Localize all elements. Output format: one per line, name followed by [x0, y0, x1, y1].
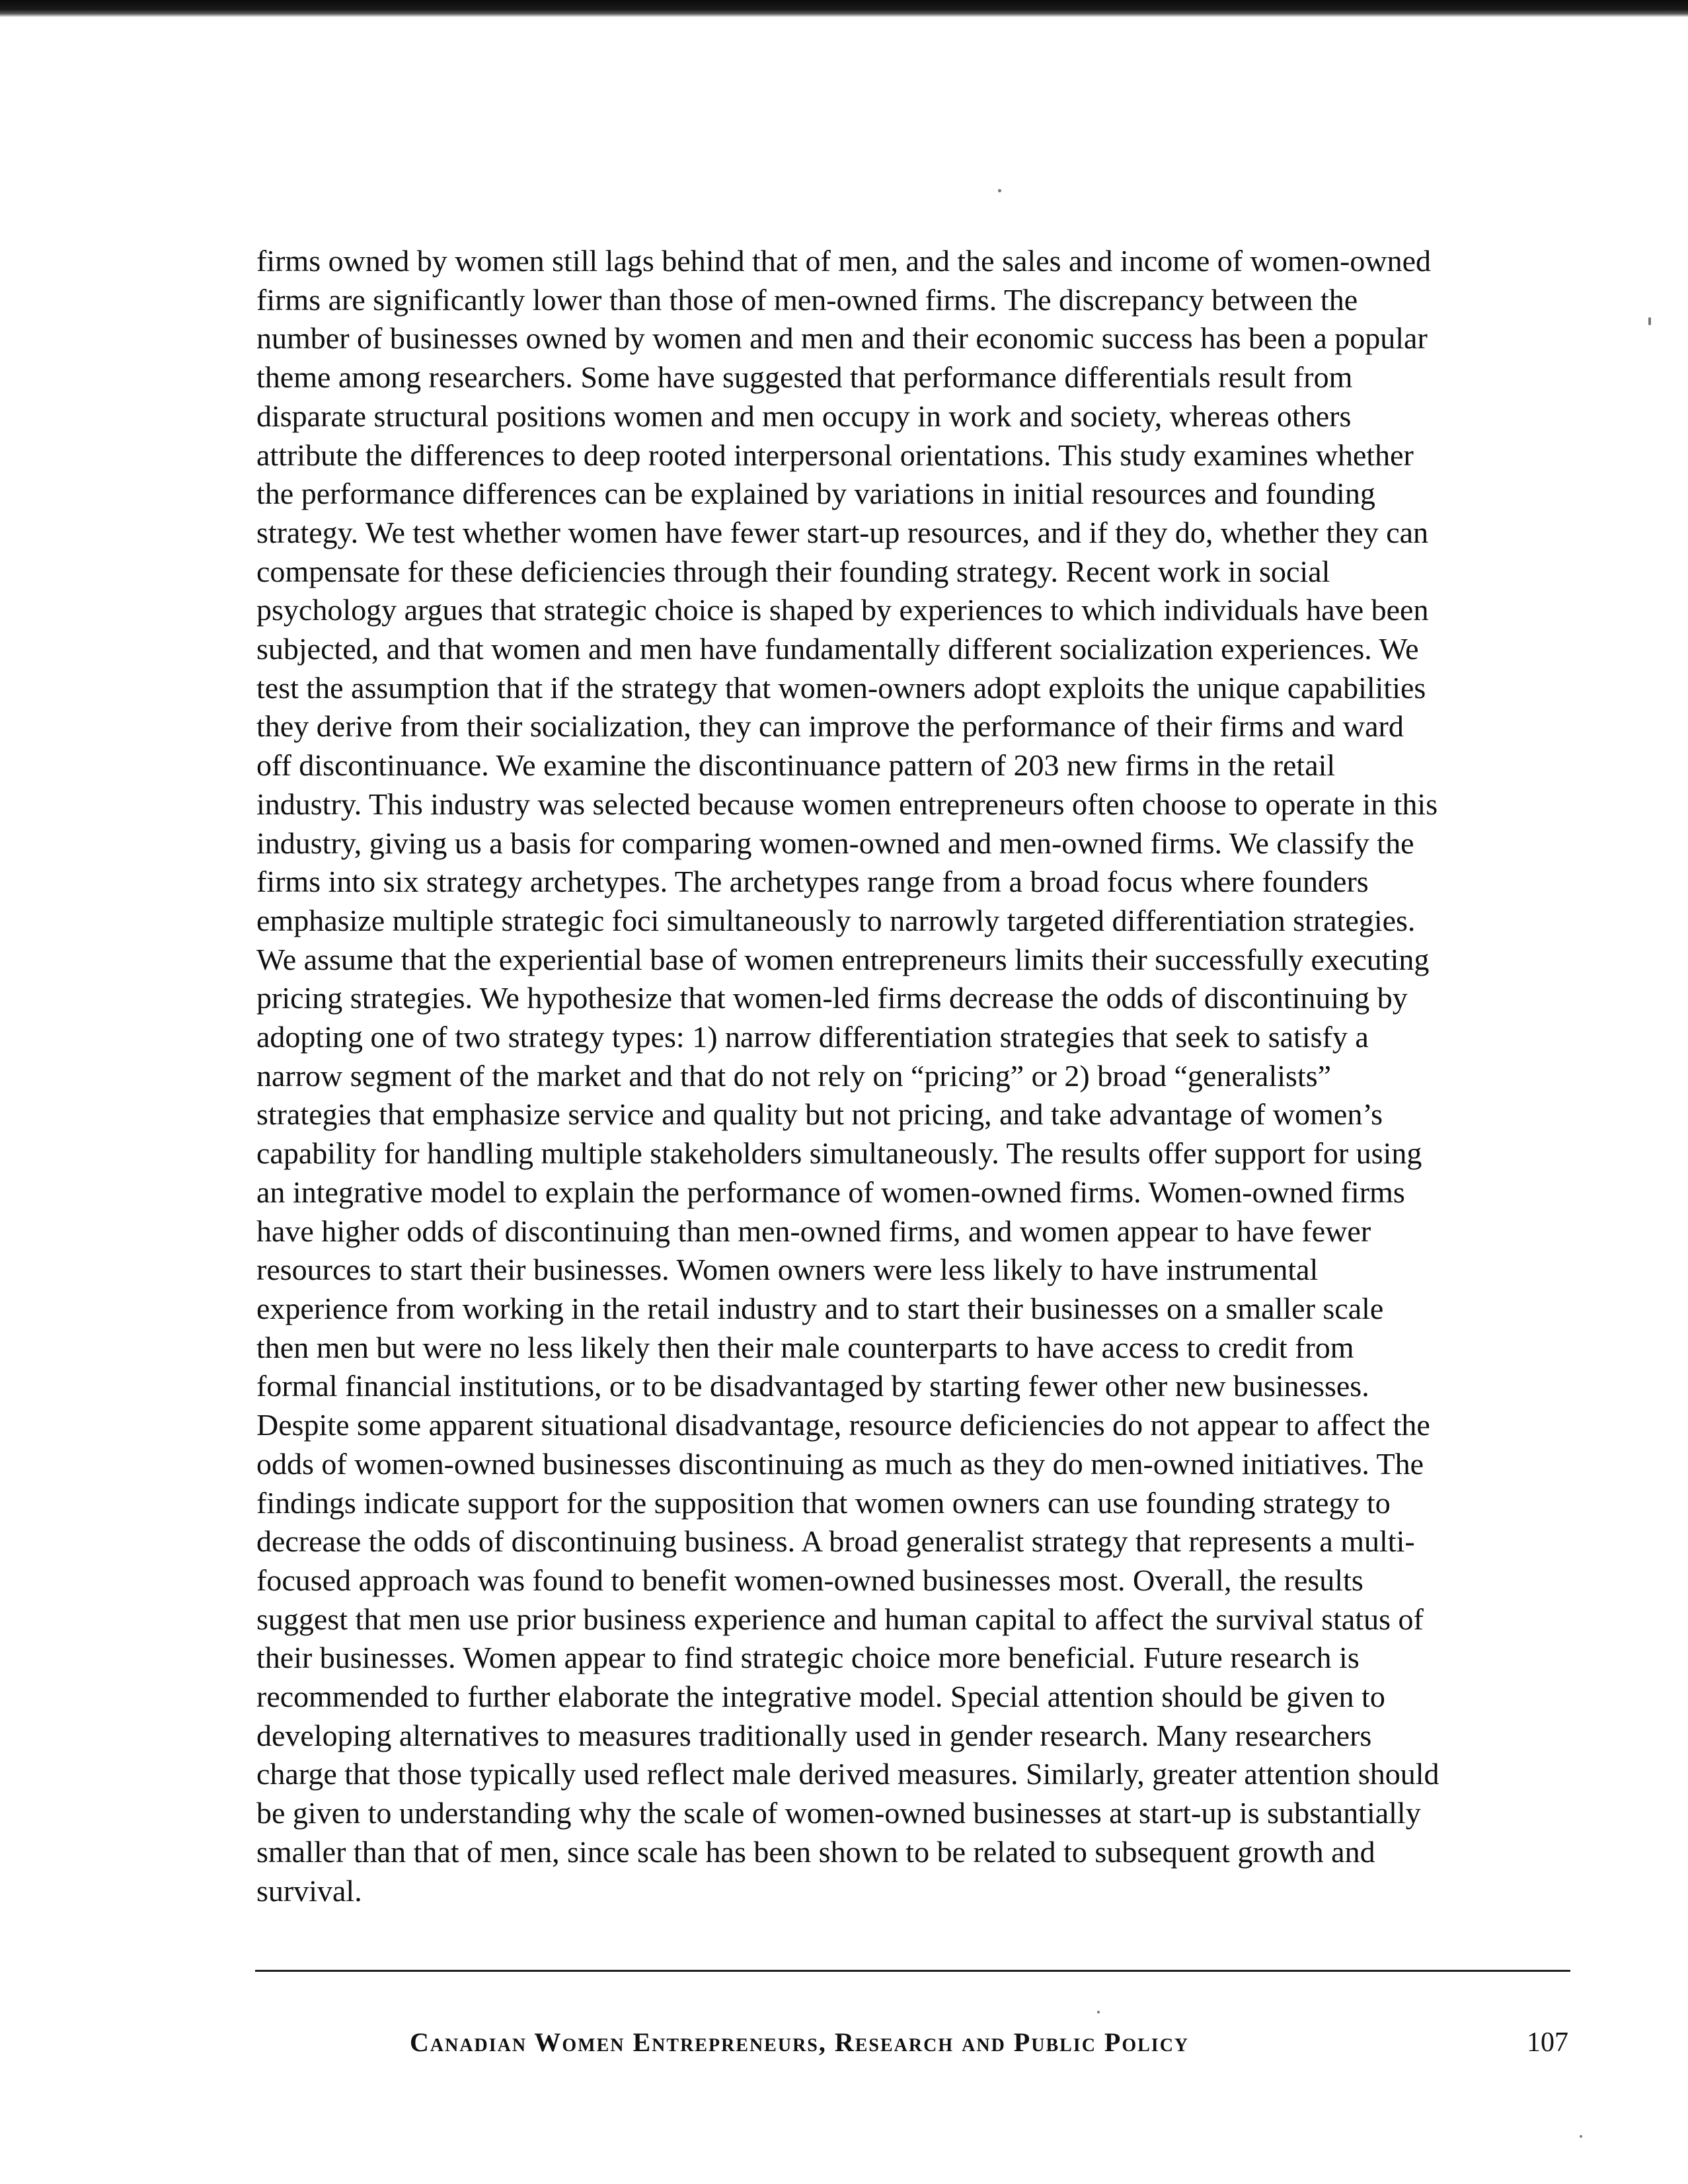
body-line: off discontinuance. We examine the discontinuance pattern of 203 new firms in the retail [256, 748, 1336, 783]
body-line: firms are significantly lower than those of men-owned firms. The discrepancy between the [256, 282, 1358, 317]
scan-speck [1648, 317, 1651, 325]
body-line: survival. [256, 1873, 362, 1908]
body-line: findings indicate support for the supposition that women owners can use founding strategy to [256, 1485, 1391, 1520]
body-line: odds of women-owned businesses discontinuing as much as they do men-owned initiatives. The [256, 1446, 1424, 1481]
scan-top-edge [0, 0, 1688, 17]
page-number: 107 [1527, 2027, 1568, 2058]
body-line: an integrative model to explain the performance of women-owned firms. Women-owned firms [256, 1175, 1405, 1209]
body-line: the performance differences can be explained by variations in initial resources and founding [256, 477, 1375, 511]
body-line: adopting one of two strategy types: 1) narrow differentiation strategies that seek to satisfy a [256, 1020, 1369, 1054]
body-line: narrow segment of the market and that do not rely on “pricing” or 2) broad “generalists” [256, 1058, 1332, 1093]
body-line: have higher odds of discontinuing than men-owned firms, and women appear to have fewer [256, 1214, 1371, 1248]
scan-speck [1580, 2135, 1582, 2138]
body-line: firms into six strategy archetypes. The archetypes range from a broad focus where founders [256, 865, 1369, 899]
body-line: disparate structural positions women and men occupy in work and society, whereas others [256, 399, 1352, 433]
body-line: emphasize multiple strategic foci simultaneously to narrowly targeted differentiation strategies. [256, 903, 1416, 937]
body-line: developing alternatives to measures traditionally used in gender research. Many researchers [256, 1718, 1372, 1752]
body-line: experience from working in the retail industry and to start their businesses on a smaller scale [256, 1291, 1384, 1325]
body-line: smaller than that of men, since scale has been shown to be related to subsequent growth and [256, 1834, 1375, 1869]
body-line: attribute the differences to deep rooted interpersonal orientations. This study examines whether [256, 438, 1414, 472]
body-line: focused approach was found to benefit women-owned businesses most. Overall, the results [256, 1563, 1363, 1597]
body-line: suggest that men use prior business experience and human capital to affect the survival status of [256, 1602, 1424, 1636]
body-line: number of businesses owned by women and men and their economic success has been a popular [256, 321, 1428, 356]
body-line: subjected, and that women and men have fundamentally different socialization experiences. We [256, 632, 1419, 666]
body-line: compensate for these deficiencies through their founding strategy. Recent work in social [256, 554, 1330, 588]
body-line: strategies that emphasize service and quality but not pricing, and take advantage of women’s [256, 1097, 1383, 1132]
footer-rule [255, 1970, 1570, 1972]
body-line: psychology argues that strategic choice is shaped by experiences to which individuals have been [256, 593, 1429, 627]
body-line: charge that those typically used reflect male derived measures. Similarly, greater attention should [256, 1757, 1439, 1791]
body-line: We assume that the experiential base of women entrepreneurs limits their successfully executing [256, 942, 1430, 976]
body-line: resources to start their businesses. Women owners were less likely to have instrumental [256, 1253, 1319, 1287]
body-line: strategy. We test whether women have fewer start-up resources, and if they do, whether they can [256, 515, 1429, 549]
body-line: industry. This industry was selected because women entrepreneurs often choose to operate in this [256, 787, 1438, 821]
body-line: pricing strategies. We hypothesize that women-led firms decrease the odds of discontinuing by [256, 981, 1408, 1015]
body-line: their businesses. Women appear to find strategic choice more beneficial. Future research is [256, 1641, 1360, 1675]
abstract-body [256, 242, 1565, 1910]
body-line: firms owned by women still lags behind that of men, and the sales and income of women-owned [256, 244, 1431, 278]
body-line: capability for handling multiple stakeholders simultaneously. The results offer support for using [256, 1136, 1422, 1171]
body-line: Despite some apparent situational disadvantage, resource deficiencies do not appear to affect the [256, 1408, 1430, 1442]
body-line: recommended to further elaborate the integrative model. Special attention should be given to [256, 1680, 1385, 1714]
body-line: they derive from their socialization, they can improve the performance of their firms and ward [256, 709, 1404, 744]
body-line: theme among researchers. Some have suggested that performance differentials result from [256, 360, 1353, 395]
body-line: then men but were no less likely then their male counterparts to have access to credit from [256, 1330, 1354, 1364]
body-line: be given to understanding why the scale of women-owned businesses at start-up is substantially [256, 1796, 1421, 1830]
body-line: decrease the odds of discontinuing business. A broad generalist strategy that represents a multi- [256, 1524, 1415, 1559]
body-line: formal financial institutions, or to be disadvantaged by starting fewer other new businesses. [256, 1369, 1369, 1403]
body-line: test the assumption that if the strategy that women-owners adopt exploits the unique capabilities [256, 670, 1426, 705]
scan-speck [1097, 2011, 1100, 2013]
scan-speck [998, 189, 1001, 192]
body-line: industry, giving us a basis for comparing women-owned and men-owned firms. We classify the [256, 826, 1414, 860]
running-footer-title: Canadian Women Entrepreneurs, Research and Public Policy [410, 2027, 1190, 2057]
